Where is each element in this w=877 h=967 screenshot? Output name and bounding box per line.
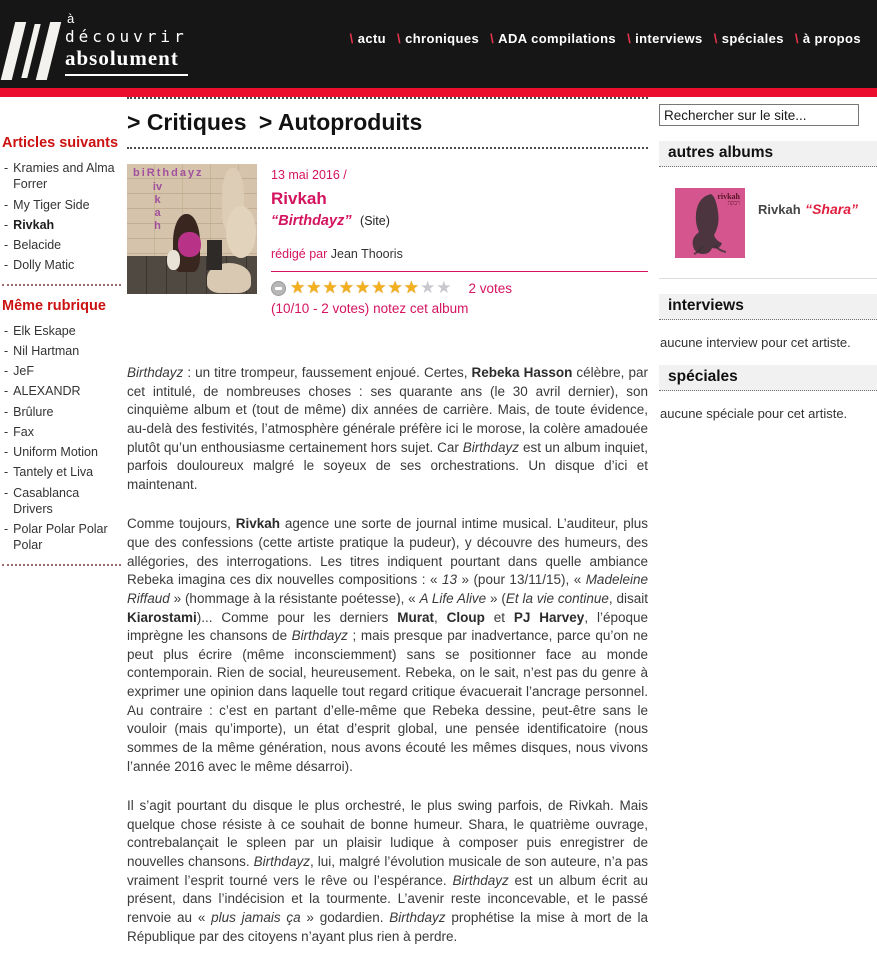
list-item xyxy=(2,404,121,420)
cover-vertical-text: ivkah xyxy=(152,181,163,232)
other-album-item[interactable] xyxy=(675,188,877,258)
list-item xyxy=(2,521,121,554)
list-item xyxy=(2,237,121,253)
nav-item-label: spéciales xyxy=(721,31,784,46)
dash-bullet: - xyxy=(4,217,9,232)
dash-bullet: - xyxy=(4,485,9,500)
album-title: “Birthdayz” xyxy=(271,213,352,229)
other-album-title: “Shara” xyxy=(805,201,859,217)
shara-thumb-label: rivkah רבקה xyxy=(717,192,740,208)
artist-name: Rivkah xyxy=(271,189,327,208)
sidebar-link[interactable]: Nil Hartman xyxy=(13,343,80,358)
breadcrumb-autoproduits-link[interactable]: > Autoproduits xyxy=(258,109,423,135)
nav-slash-icon: \ xyxy=(627,31,632,46)
nav-item-chroniques[interactable] xyxy=(397,31,479,46)
sidebar-link[interactable]: Dolly Matic xyxy=(13,258,75,273)
shara-album-cover[interactable] xyxy=(675,188,745,258)
rating-row xyxy=(271,279,648,298)
articles-suivants-list xyxy=(2,160,121,274)
dash-bullet: - xyxy=(4,161,9,175)
list-item xyxy=(2,424,121,440)
left-sidebar xyxy=(0,97,127,578)
sidebar-link[interactable]: Casablanca Drivers xyxy=(13,485,80,516)
meta-divider xyxy=(271,271,648,272)
nav-item-label: actu xyxy=(357,31,387,46)
cover-mannequin xyxy=(226,206,256,258)
sidebar-link[interactable]: Uniform Motion xyxy=(13,445,98,459)
nav-item-label: chroniques xyxy=(405,31,480,46)
album-header xyxy=(127,164,648,316)
meme-rubrique-list xyxy=(2,323,121,554)
rate-minus-icon[interactable] xyxy=(271,281,286,296)
nav-slash-icon: \ xyxy=(397,31,402,46)
nav-slash-icon: \ xyxy=(490,31,495,46)
sidebar-link[interactable]: My Tiger Side xyxy=(13,197,90,212)
dash-bullet: - xyxy=(4,384,9,399)
star-icon[interactable]: ★ xyxy=(436,278,453,297)
search-input[interactable] xyxy=(659,104,859,126)
nav-slash-icon: \ xyxy=(349,31,354,46)
author-name: Jean Thooris xyxy=(330,247,403,261)
star-icon[interactable]: ★ xyxy=(420,278,437,297)
review-paragraph: Il s’agit pourtant du disque le plus orchestré, le plus swing parfois, de Rivkah. Mais quelque chose résiste à ce souhait de bonne humeur. Shara, le quatrième ouvrage, contrebalançait le spleen par un plaisir ludique à composer puis enregistrer de nouvelles chansons. Birthdayz, lui, malgré l’évolution musicale de son auteure, n’a pas vraiment l’esprit tourné vers le rêve ou l’espérance. Birthdayz est un album écrit au présent, dans l’indécision et la tourmente. L’avenir reste inconcevable, et le passé renvoie au « plus jamais ça » godardien. Birthdayz prophétise la mise à mort de la République par des citoyens n’ayant plus rien à perdre. xyxy=(127,798,648,944)
nav-item-a-propos[interactable] xyxy=(795,31,861,46)
main-nav xyxy=(343,31,861,46)
review-body xyxy=(127,364,648,946)
publish-date: 13 mai 2016 / xyxy=(271,168,347,182)
star-icon[interactable]: ★ xyxy=(322,278,339,297)
star-icon[interactable]: ★ xyxy=(371,278,388,297)
list-item xyxy=(2,257,121,273)
cover-box xyxy=(207,240,222,270)
list-item xyxy=(2,383,121,399)
right-sidebar xyxy=(659,97,877,424)
nav-slash-icon: \ xyxy=(713,31,718,46)
nav-slash-icon: \ xyxy=(794,31,799,46)
autres-albums-heading: autres albums xyxy=(659,141,877,167)
list-item xyxy=(2,323,121,339)
sidebar-link[interactable]: Polar Polar Polar Polar xyxy=(13,522,108,553)
sidebar-link[interactable]: Rivkah xyxy=(13,217,55,232)
sidebar-link[interactable]: Fax xyxy=(13,424,35,439)
list-item xyxy=(2,464,121,480)
album-title-line xyxy=(271,212,648,230)
dotted-separator xyxy=(2,564,121,566)
star-rating[interactable] xyxy=(290,279,453,298)
sidebar-separator xyxy=(659,278,877,279)
nav-item-label: interviews xyxy=(635,31,703,46)
other-album-artist: Rivkah xyxy=(758,202,801,217)
logo-accent-letter: à xyxy=(67,11,75,26)
star-icon[interactable]: ★ xyxy=(387,278,404,297)
cover-title-text: biRthdayz xyxy=(133,167,204,179)
header-accent-bar xyxy=(0,88,877,97)
star-icon[interactable]: ★ xyxy=(355,278,372,297)
star-icon[interactable]: ★ xyxy=(290,278,307,297)
nav-item-speciales[interactable] xyxy=(714,31,784,46)
dash-bullet: - xyxy=(4,424,9,439)
dash-bullet: - xyxy=(4,238,9,252)
votes-count: 2 votes xyxy=(468,281,513,296)
other-album-text xyxy=(758,188,858,258)
dash-bullet: - xyxy=(4,364,9,378)
sidebar-link[interactable]: ALEXANDR xyxy=(13,384,81,399)
cover-doll xyxy=(167,250,180,270)
sidebar-link[interactable]: Belacide xyxy=(13,238,62,252)
nav-item-interviews[interactable] xyxy=(627,31,703,46)
logo-line-absolument: absolument xyxy=(65,48,188,76)
dash-bullet: - xyxy=(4,445,9,459)
rate-album-link[interactable]: notez cet album xyxy=(373,301,469,316)
nav-item-ada-compilations[interactable] xyxy=(490,31,616,46)
interviews-empty-text: aucune interview pour cet artiste. xyxy=(660,335,851,350)
list-item xyxy=(2,197,121,213)
dash-bullet: - xyxy=(4,522,9,536)
ada-logo-icon xyxy=(8,22,54,80)
rating-summary-text: (10/10 - 2 votes) xyxy=(271,301,370,316)
dash-bullet: - xyxy=(4,323,9,338)
breadcrumb xyxy=(127,97,648,149)
sidebar-link[interactable]: Elk Eskape xyxy=(13,323,76,338)
list-item-current xyxy=(2,217,121,233)
star-icon[interactable]: ★ xyxy=(338,278,355,297)
review-paragraph: Birthdayz : un titre trompeur, faussement enjoué. Certes, Rebeka Hasson célèbre, par cet intitulé, de nombreuses choses : ses quarante ans (le 30 avril dernier), son cinquième album et (tout de même) dix années de carrière. Mais, de toute évidence, au-delà des festivités, l’atmosphère générale préfère ici le morose, la colère amadouée plutôt qu’un enthousiasme certainement hors sujet. Car Birthdayz est un album inquiet, parfois douloureux malgré le soyeux de ses orchestrations. Un disque d’ici et maintenant. xyxy=(127,365,648,492)
list-item xyxy=(2,444,121,460)
site-header xyxy=(0,0,877,88)
byline xyxy=(271,247,648,261)
sidebar-link[interactable]: Tantely et Liva xyxy=(13,465,94,480)
speciales-heading: spéciales xyxy=(659,365,877,391)
articles-suivants-heading: Articles suivants xyxy=(2,135,119,151)
byline-prefix: rédigé par xyxy=(271,247,328,261)
interviews-heading: interviews xyxy=(659,294,877,320)
list-item xyxy=(2,160,121,193)
dotted-separator xyxy=(2,284,121,286)
sidebar-link[interactable]: JeF xyxy=(13,364,35,378)
speciales-empty-text: aucune spéciale pour cet artiste. xyxy=(660,406,848,421)
dash-bullet: - xyxy=(4,258,9,273)
cover-figure-clothes xyxy=(178,232,201,257)
list-item xyxy=(2,363,121,379)
sidebar-link[interactable]: Kramies and Alma Forrer xyxy=(13,161,115,192)
album-cover xyxy=(127,164,257,294)
rating-summary xyxy=(271,301,648,316)
review-paragraph: Comme toujours, Rivkah agence une sorte de journal intime musical. L’auditeur, plus que des confessions (cette artiste pratique la pudeur), y découvre des humeurs, des allégories, des interrogations. Les titres indiquent pourtant dans quelle ambiance Rebeka imagina ces dix nouvelles compositions : « 13 » (pour 13/11/15), « Madeleine Riffaud » (hommage à la résistante poétesse), « A Life Alive » (Et la vie continue, disait Kiarostami)... Comme pour les derniers Murat, Cloup et PJ Harvey, l’époque imprègne les chansons de Birthdayz ; mais presque par inadvertance, parce qu’on ne peut plus écrire (même inconsciemment) sans se positionner face au monde contemporain. Rien de social, heureusement. Rebeka, on le sait, n’est pas du genre à exprimer une opinion dans laquelle tout regard critique évacuerait l’ancrage personnel. Au contraire : c’est en partant d’elle-même que Rebeka dessine, peut-être sans le vouloir (mais qu’importe), un état d’esprit global, une pensée identificatoire (nous sommes de la même génération, nous avons écouté les mêmes disques, nous vivons l’année 2016 avec le même désarroi). xyxy=(127,516,648,774)
site-logo[interactable] xyxy=(8,12,188,80)
dash-bullet: - xyxy=(4,465,9,480)
nav-item-actu[interactable] xyxy=(350,31,386,46)
list-item xyxy=(2,485,121,518)
breadcrumb-critiques-link[interactable]: > Critiques xyxy=(127,109,247,135)
sidebar-link[interactable]: Brûlure xyxy=(13,404,54,419)
main-content xyxy=(127,97,648,967)
artist-site-link[interactable]: (Site) xyxy=(360,214,390,228)
logo-line-decouvrir: découvrir xyxy=(65,27,188,46)
meme-rubrique-heading: Même rubrique xyxy=(2,297,106,314)
album-meta xyxy=(271,164,648,316)
nav-item-label: à propos xyxy=(802,31,861,46)
nav-item-label: ADA compilations xyxy=(498,31,617,46)
star-icon[interactable]: ★ xyxy=(306,278,323,297)
dash-bullet: - xyxy=(4,404,9,419)
dash-bullet: - xyxy=(4,197,9,212)
star-icon[interactable]: ★ xyxy=(403,278,420,297)
list-item xyxy=(2,343,121,359)
dash-bullet: - xyxy=(4,343,9,358)
